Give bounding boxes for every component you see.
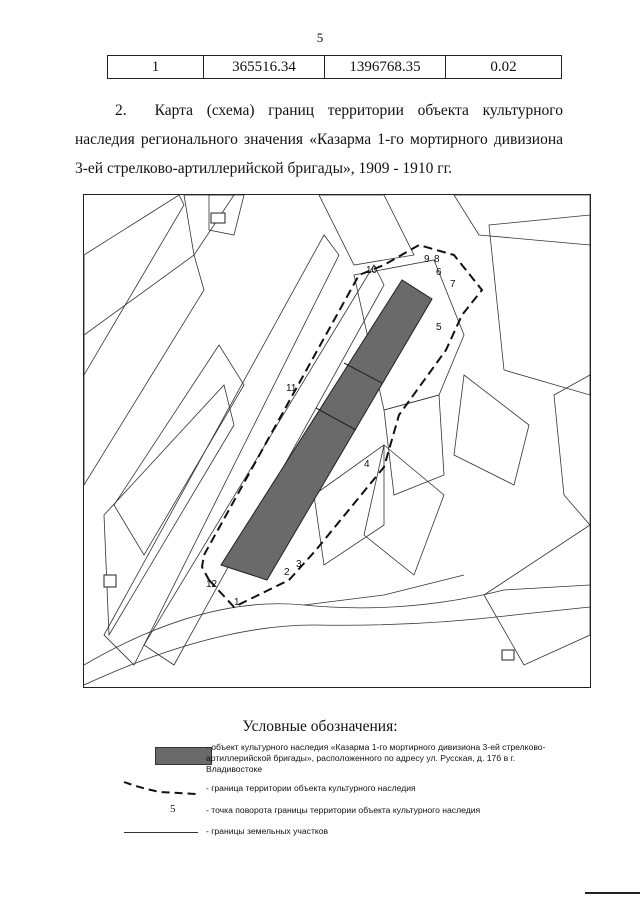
legend-item-boundary (120, 778, 550, 800)
small-structure (104, 575, 116, 587)
boundary-point-label: 3 (296, 559, 302, 570)
legend-text: - граница территории объекта культурного наследия (206, 783, 416, 793)
map-drawing (84, 195, 590, 687)
boundary-point-label: 2 (284, 567, 290, 578)
parcel-outline (489, 215, 590, 395)
heritage-building (221, 280, 432, 580)
legend-text: - границы земельных участков (206, 826, 329, 836)
parcel-outline (144, 265, 384, 665)
table-cell-point: 1 (108, 56, 204, 79)
legend-item-building (120, 742, 550, 774)
parcel-outline (484, 525, 590, 665)
page-number: 5 (316, 30, 324, 45)
table-row (108, 56, 562, 79)
thin-line-swatch (124, 832, 198, 833)
parcel-outline (84, 255, 204, 485)
legend-text: - объект культурного наследия «Казарма 1-го мортирного дивизиона 3-ей стрелково-артиллерийской бригады», расположенного по адресу ул. Русская, д. 17б в г. Владивостоке (206, 742, 546, 774)
boundary-point-label: 7 (450, 279, 456, 290)
parcel-outline (84, 195, 184, 375)
boundary-point-label: 1 (234, 597, 240, 608)
parcel-outline (384, 395, 444, 495)
parcel-outline (364, 445, 444, 575)
small-structure (502, 650, 514, 660)
parcel-outline (454, 375, 529, 485)
legend-text: - точка поворота границы территории объекта культурного наследия (206, 805, 481, 815)
boundary-point-label: 6 (436, 267, 442, 278)
paragraph-map-caption (75, 96, 563, 183)
table-cell-y: 1396768.35 (325, 56, 446, 79)
table-cell-x: 365516.34 (204, 56, 325, 79)
small-structure (211, 213, 225, 223)
dashed-line-swatch (120, 778, 200, 800)
parcel-outline (554, 375, 590, 525)
boundary-point-label: 4 (364, 459, 370, 470)
legend-title: Условные обозначения: (242, 718, 398, 735)
paragraph-number: 2. (115, 102, 127, 119)
legend-item-parcels (120, 826, 550, 842)
boundary-point-label: 11 (286, 383, 297, 394)
parcel-outline (104, 385, 234, 635)
boundary-point-label: 10 (366, 265, 378, 276)
boundary-point-label: 8 (434, 254, 440, 265)
boundary-point-label: 12 (206, 579, 218, 590)
road-edge (304, 575, 464, 605)
point-number-swatch: 5 (170, 803, 176, 815)
cadastral-map (83, 194, 591, 688)
legend-item-point (120, 804, 550, 822)
parcel-outline (454, 195, 590, 245)
footer-rule (585, 892, 640, 894)
building-fill-swatch (155, 747, 212, 765)
boundary-point-label: 5 (436, 322, 442, 333)
table-cell-error: 0.02 (446, 56, 562, 79)
coordinates-table (107, 55, 562, 79)
boundary-point-label: 9 (424, 254, 430, 265)
parcel-outline (319, 195, 414, 265)
paragraph-text: Карта (схема) границ территории объекта культурного наследия регионального значения «Казарма 1-го мортирного дивизиона 3-ей стрелково-артиллерийской бригады», 1909 - 1910 гг. (75, 102, 563, 177)
parcel-outline (114, 345, 244, 555)
